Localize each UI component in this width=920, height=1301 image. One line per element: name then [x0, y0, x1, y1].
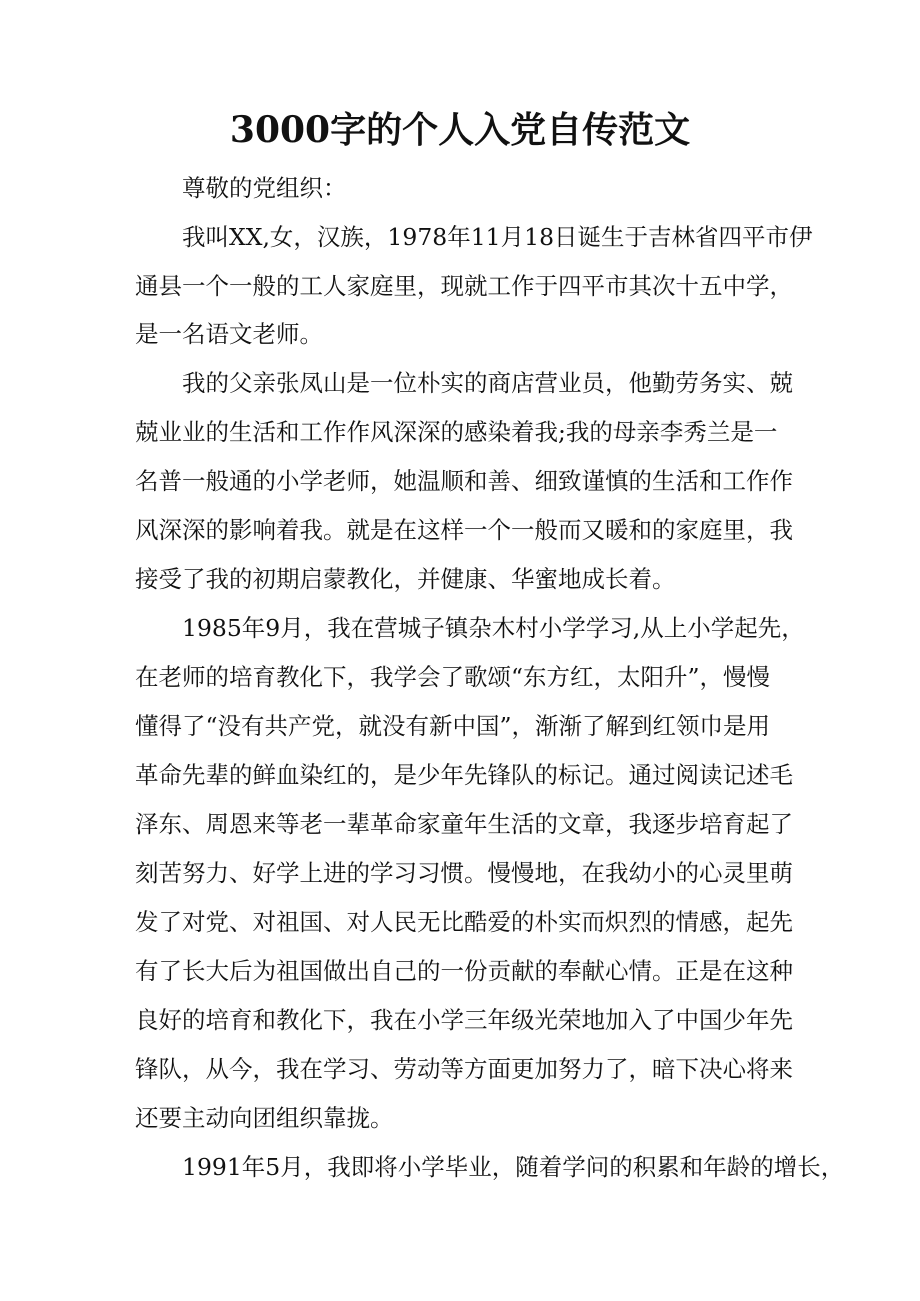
text-line: 我的父亲张凤山是一位朴实的商店营业员，他勤劳务实、兢	[182, 369, 793, 397]
text-line: 懂得了“没有共产党，就没有新中国”，渐渐了解到红领巾是用	[135, 712, 771, 740]
text-line: 是一名语文老师。	[135, 320, 323, 348]
text-line: 通县一个一般的工人家庭里，现就工作于四平市其次十五中学，	[135, 272, 793, 300]
text-line: 有了长大后为祖国做出自己的一份贡献的奉献心情。正是在这种	[135, 957, 793, 985]
text-line: 发了对党、对祖国、对人民无比酷爱的朴实而炽烈的情感，起先	[135, 908, 793, 936]
salutation: 尊敬的党组织：	[182, 174, 347, 202]
text-line: 风深深的影响着我。就是在这样一个一般而又暖和的家庭里，我	[135, 516, 793, 544]
text-line: 良好的培育和教化下，我在小学三年级光荣地加入了中国少年先	[135, 1006, 793, 1034]
text-line: 锋队，从今，我在学习、劳动等方面更加努力了，暗下决心将来	[135, 1055, 793, 1083]
text-line: 1985年9月，我在营城子镇杂木村小学学习,从上小学起先，	[182, 614, 805, 642]
text-line: 革命先辈的鲜血染红的，是少年先锋队的标记。通过阅读记述毛	[135, 761, 793, 789]
text-line: 1991年5月，我即将小学毕业，随着学问的积累和年龄的增长，	[182, 1153, 845, 1181]
text-line: 兢业业的生活和工作作风深深的感染着我;我的母亲李秀兰是一	[135, 418, 778, 446]
document-title: 3000字的个人入党自传范文	[229, 109, 691, 151]
text-line: 接受了我的初期启蒙教化，并健康、华蜜地成长着。	[135, 565, 676, 593]
text-line: 还要主动向团组织靠拢。	[135, 1104, 394, 1132]
text-line: 我叫XX,女，汉族，1978年11月18日诞生于吉林省四平市伊	[182, 223, 813, 251]
text-line: 泽东、周恩来等老一辈革命家童年生活的文章，我逐步培育起了	[135, 810, 793, 838]
text-line: 在老师的培育教化下，我学会了歌颂“东方红，太阳升”，慢慢	[135, 663, 771, 691]
text-line: 名普一般通的小学老师，她温顺和善、细致谨慎的生活和工作作	[135, 467, 793, 495]
text-line: 刻苦努力、好学上进的学习习惯。慢慢地，在我幼小的心灵里萌	[135, 859, 793, 887]
